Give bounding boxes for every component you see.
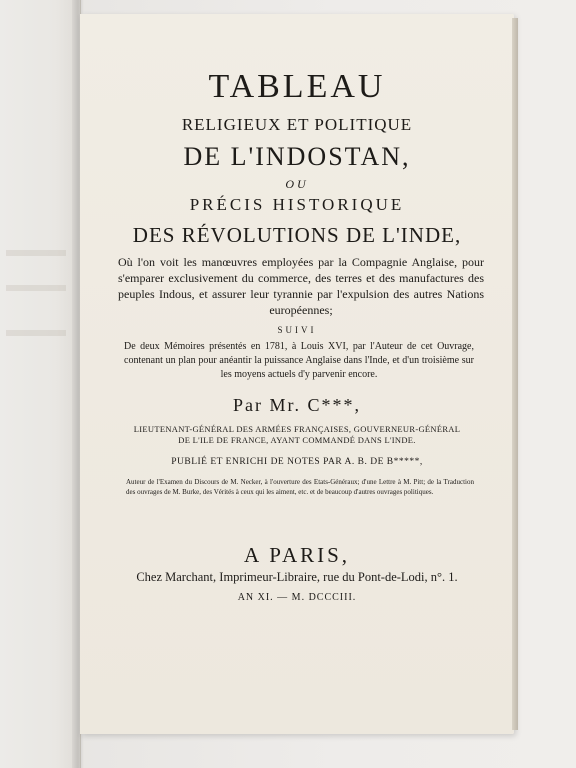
editor-works: Auteur de l'Examen du Discours de M. Necker, à l'ouverture des Etats-Généraux; d'une Lettre à M. Pitt; de la Traduction des ouvrages de M. Burke, des Vérités à ceux qui les aiment, etc. et de beaucoup d'autres ouvrages politiques. xyxy=(126,478,474,496)
facing-page xyxy=(0,0,81,768)
faint-mark xyxy=(6,330,66,336)
book-subject: DE L'INDOSTAN, xyxy=(183,142,411,171)
faint-mark xyxy=(6,285,66,291)
imprint-date: AN XI. — M. DCCCIII. xyxy=(237,592,357,603)
followed-label: SUIVI xyxy=(277,325,317,335)
imprint-place: A PARIS, xyxy=(243,543,351,567)
alt-title: PRÉCIS HISTORIQUE xyxy=(189,195,405,214)
author-rank: LIEUTENANT-GÉNÉRAL DES ARMÉES FRANÇAISES, GOUVERNEUR-GÉNÉRAL DE L'ILE DE FRANCE, AYANT COMMANDÉ DANS L'INDE. xyxy=(133,424,461,445)
editor-line: PUBLIÉ ET ENRICHI DE NOTES PAR A. B. DE B*****, xyxy=(171,457,423,467)
memoirs-text: De deux Mémoires présentés en 1781, à Louis XVI, par l'Auteur de cet Ouvrage, contenant un plan pour anéantir la puissance Anglaise dans l'Inde, et d'un troisième sur les moyens actuels d'y parvenir encore. xyxy=(124,341,474,380)
description: Où l'on voit les manœuvres employées par la Compagnie Anglaise, pour s'emparer exclusivement du commerce, des terres et des manufactures des peuples Indous, et assurer leur tyrannie par l'expulsion des autres Nations européennes; xyxy=(118,255,484,317)
imprint-publisher: Chez Marchant, Imprimeur-Libraire, rue du Pont-de-Lodi, n°. 1. xyxy=(136,570,458,584)
title-page-content xyxy=(80,14,514,605)
alt-subject: DES RÉVOLUTIONS DE L'INDE, xyxy=(132,223,462,247)
author-line: Par Mr. C***, xyxy=(232,395,361,415)
book-subtitle: RELIGIEUX ET POLITIQUE xyxy=(181,115,413,134)
faint-mark xyxy=(6,250,66,256)
or-word: OU xyxy=(285,177,309,191)
book-title: TABLEAU xyxy=(208,68,386,105)
